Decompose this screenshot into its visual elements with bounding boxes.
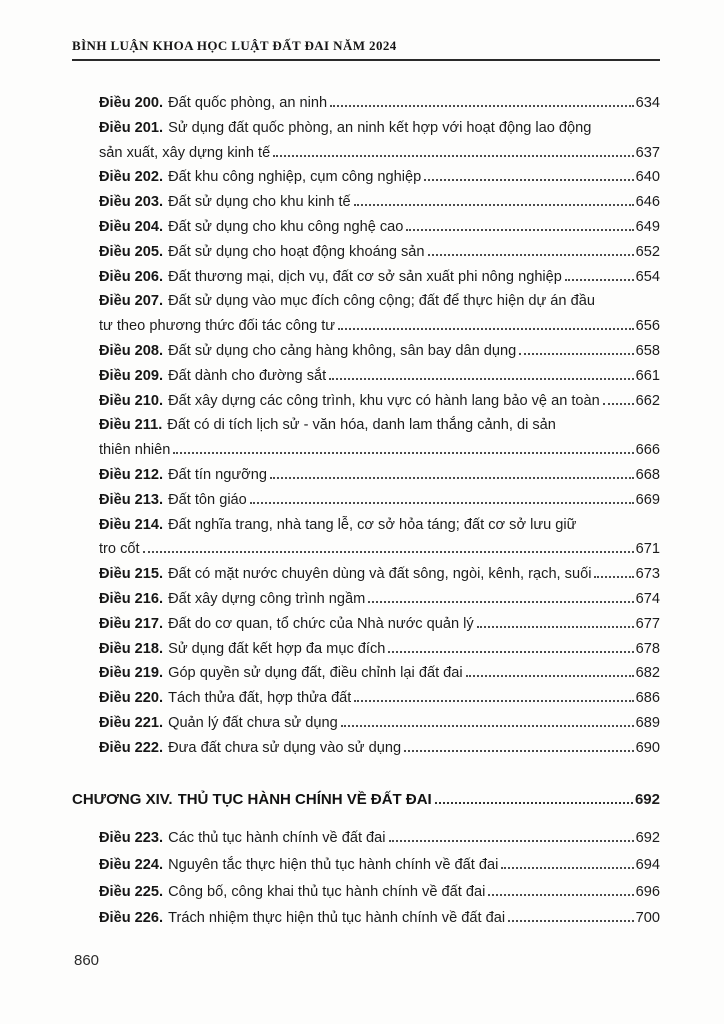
toc-line bbox=[99, 537, 660, 562]
toc-leader-dots bbox=[273, 155, 633, 157]
toc-leader-dots bbox=[508, 920, 634, 922]
toc-entry-page: 677 bbox=[635, 615, 660, 632]
toc-line bbox=[99, 463, 660, 488]
toc-entry-page: 637 bbox=[635, 144, 660, 161]
toc-line bbox=[99, 265, 660, 290]
toc-line bbox=[99, 165, 660, 190]
toc-article-entry bbox=[72, 711, 660, 736]
toc-entry-text: Đất do cơ quan, tổ chức của Nhà nước quản lý bbox=[168, 615, 474, 632]
toc-leader-dots bbox=[173, 452, 633, 454]
toc-entry-label: Điều 212. bbox=[99, 466, 164, 483]
toc-entry-text: Đất sử dụng cho khu kinh tế bbox=[168, 194, 351, 211]
toc-entry-text: Đất tín ngưỡng bbox=[168, 466, 267, 483]
toc-line bbox=[99, 825, 660, 852]
toc-entry-page: 689 bbox=[635, 714, 660, 731]
toc-entry-page: 690 bbox=[635, 739, 660, 756]
toc-entry-text: Đất khu công nghiệp, cụm công nghiệp bbox=[168, 169, 422, 186]
toc-entry-label: Điều 224. bbox=[99, 856, 164, 873]
toc-article-entry bbox=[72, 587, 660, 612]
toc-entry-text: Trách nhiệm thực hiện thủ tục hành chính về đất đai bbox=[168, 910, 506, 927]
toc-entry-page: 652 bbox=[635, 243, 660, 260]
toc-entry-page: 692 bbox=[634, 790, 660, 808]
toc-article-entry bbox=[72, 879, 660, 906]
toc-line bbox=[99, 879, 660, 906]
toc-entry-label: Điều 211. bbox=[99, 417, 163, 434]
toc-article-entry bbox=[72, 413, 660, 463]
header-rule bbox=[72, 59, 660, 61]
toc-line bbox=[99, 413, 660, 438]
toc-leader-dots bbox=[341, 725, 634, 727]
toc-entry-label: Điều 219. bbox=[99, 665, 164, 682]
toc-leader-dots bbox=[338, 328, 634, 330]
toc-leader-dots bbox=[143, 551, 634, 553]
toc-entry-text: thiên nhiên bbox=[99, 442, 171, 459]
toc-entry-page: 640 bbox=[635, 169, 660, 186]
toc-leader-dots bbox=[428, 254, 634, 256]
toc-entry-page: 658 bbox=[635, 342, 660, 359]
toc-entry-label: Điều 215. bbox=[99, 566, 164, 583]
toc-leader-dots bbox=[354, 700, 633, 702]
toc-line bbox=[99, 141, 660, 166]
toc-article-entry bbox=[72, 116, 660, 166]
toc-entry-label: Điều 213. bbox=[99, 491, 164, 508]
toc-entry-page: 668 bbox=[635, 466, 660, 483]
toc-line bbox=[99, 389, 660, 414]
toc-entry-page: 649 bbox=[635, 218, 660, 235]
toc-article-entry bbox=[72, 339, 660, 364]
toc-article-entry bbox=[72, 364, 660, 389]
toc-leader-dots bbox=[603, 403, 634, 405]
toc-leader-dots bbox=[519, 353, 633, 355]
toc-leader-dots bbox=[435, 802, 633, 804]
toc-line bbox=[99, 91, 660, 116]
toc-leader-dots bbox=[368, 601, 633, 603]
toc-article-entry bbox=[72, 905, 660, 932]
toc-entry-label: Điều 200. bbox=[99, 95, 164, 111]
toc-article-entry bbox=[72, 389, 660, 414]
toc-entry-page: 661 bbox=[635, 367, 660, 384]
toc-entry-page: 682 bbox=[635, 665, 660, 682]
table-of-contents bbox=[72, 91, 660, 932]
toc-entry-label: Điều 221. bbox=[99, 714, 164, 731]
toc-entry-text: Đất có di tích lịch sử - văn hóa, danh lam thắng cảnh, di sản bbox=[167, 417, 556, 434]
toc-line bbox=[99, 562, 660, 587]
toc-line bbox=[99, 488, 660, 513]
toc-entry-text: Đất sử dụng cho hoạt động khoáng sản bbox=[168, 243, 425, 260]
toc-entry-text: Sử dụng đất quốc phòng, an ninh kết hợp với hoạt động lao động bbox=[168, 119, 592, 136]
toc-entry-page: 694 bbox=[635, 856, 660, 873]
toc-entry-text: Công bố, công khai thủ tục hành chính về đất đai bbox=[168, 883, 486, 900]
toc-article-entry bbox=[72, 91, 660, 116]
toc-entry-text: Các thủ tục hành chính về đất đai bbox=[168, 830, 386, 847]
toc-leader-dots bbox=[477, 626, 634, 628]
toc-line bbox=[99, 736, 660, 761]
toc-entry-text: Đất xây dựng các công trình, khu vực có hành lang bảo vệ an toàn bbox=[168, 392, 600, 409]
toc-leader-dots bbox=[594, 576, 633, 578]
toc-entry-page: 662 bbox=[635, 392, 660, 409]
toc-leader-dots bbox=[270, 477, 634, 479]
toc-leader-dots bbox=[250, 502, 634, 504]
toc-leader-dots bbox=[389, 840, 634, 842]
toc-entry-label: Điều 207. bbox=[99, 293, 164, 310]
toc-entry-page: 646 bbox=[635, 194, 660, 211]
toc-entry-label: Điều 202. bbox=[99, 169, 164, 186]
toc-entry-text: Đưa đất chưa sử dụng vào sử dụng bbox=[168, 739, 402, 756]
toc-entry-label: Điều 218. bbox=[99, 640, 164, 657]
toc-chapter-entry bbox=[72, 788, 660, 813]
toc-article-entry bbox=[72, 463, 660, 488]
toc-entry-text: Sử dụng đất kết hợp đa mục đích bbox=[168, 640, 386, 657]
toc-entry-label: Điều 216. bbox=[99, 590, 164, 607]
toc-entry-label: Điều 210. bbox=[99, 392, 164, 409]
toc-entry-label: Điều 226. bbox=[99, 910, 164, 927]
toc-line bbox=[99, 116, 660, 141]
toc-article-entry bbox=[72, 637, 660, 662]
toc-entry-page: 634 bbox=[635, 95, 660, 111]
toc-entry-text: Đất có mặt nước chuyên dùng và đất sông, ngòi, kênh, rạch, suối bbox=[168, 566, 592, 583]
toc-entry-label: Điều 201. bbox=[99, 119, 164, 136]
toc-entry-text: Góp quyền sử dụng đất, điều chỉnh lại đất đai bbox=[168, 665, 463, 682]
toc-line bbox=[99, 240, 660, 265]
toc-line bbox=[99, 289, 660, 314]
toc-article-entry bbox=[72, 825, 660, 852]
toc-entry-text: Đất sử dụng cho cảng hàng không, sân bay dân dụng bbox=[168, 342, 517, 359]
toc-article-entry bbox=[72, 661, 660, 686]
toc-line bbox=[99, 364, 660, 389]
toc-article-entry bbox=[72, 686, 660, 711]
toc-entry-text: Đất xây dựng công trình ngầm bbox=[168, 590, 366, 607]
toc-entry-text: Đất thương mại, dịch vụ, đất cơ sở sản xuất phi nông nghiệp bbox=[168, 268, 562, 285]
toc-entry-label: Điều 223. bbox=[99, 830, 164, 847]
toc-entry-label: Điều 205. bbox=[99, 243, 164, 260]
toc-entry-text: tro cốt bbox=[99, 541, 140, 558]
toc-article-entry bbox=[72, 215, 660, 240]
toc-entry-page: 700 bbox=[635, 910, 660, 927]
toc-entry-label: Điều 214. bbox=[99, 516, 164, 533]
toc-line bbox=[99, 612, 660, 637]
toc-leader-dots bbox=[406, 229, 633, 231]
toc-entry-label: Điều 203. bbox=[99, 194, 164, 211]
toc-entry-text: Đất sử dụng cho khu công nghệ cao bbox=[168, 218, 404, 235]
toc-entry-page: 656 bbox=[635, 318, 660, 335]
toc-line bbox=[99, 587, 660, 612]
toc-line bbox=[99, 637, 660, 662]
toc-leader-dots bbox=[388, 651, 633, 653]
toc-entry-label: CHƯƠNG XIV. bbox=[72, 790, 173, 808]
toc-leader-dots bbox=[330, 105, 634, 107]
toc-entry-page: 678 bbox=[635, 640, 660, 657]
toc-entry-page: 686 bbox=[635, 690, 660, 707]
toc-leader-dots bbox=[488, 894, 633, 896]
toc-entry-label: Điều 222. bbox=[99, 739, 164, 756]
toc-entry-text: Quản lý đất chưa sử dụng bbox=[168, 714, 338, 731]
toc-line bbox=[99, 190, 660, 215]
toc-entry-text: Nguyên tắc thực hiện thủ tục hành chính về đất đai bbox=[168, 856, 499, 873]
toc-entry-page: 674 bbox=[635, 590, 660, 607]
toc-entry-label: Điều 209. bbox=[99, 367, 164, 384]
running-header bbox=[72, 38, 660, 61]
toc-entry-page: 666 bbox=[635, 442, 660, 459]
toc-entry-text: Đất tôn giáo bbox=[168, 491, 247, 508]
toc-leader-dots bbox=[466, 675, 634, 677]
toc-line bbox=[99, 215, 660, 240]
toc-entry-text: Tách thửa đất, hợp thửa đất bbox=[168, 690, 352, 707]
toc-article-entry bbox=[72, 513, 660, 563]
toc-line bbox=[99, 686, 660, 711]
header-title: BÌNH LUẬN KHOA HỌC LUẬT ĐẤT ĐAI NĂM 2024 bbox=[72, 38, 397, 53]
toc-entry-page: 696 bbox=[635, 883, 660, 900]
toc-entry-label: Điều 206. bbox=[99, 268, 164, 285]
toc-line bbox=[99, 339, 660, 364]
toc-line bbox=[99, 852, 660, 879]
toc-article-entry bbox=[72, 736, 660, 761]
page-number: 860 bbox=[74, 952, 100, 969]
toc-entry-text: tư theo phương thức đối tác công tư bbox=[99, 318, 336, 335]
toc-article-entry bbox=[72, 165, 660, 190]
toc-entry-page: 669 bbox=[635, 491, 660, 508]
toc-line bbox=[99, 314, 660, 339]
toc-entry-label: Điều 220. bbox=[99, 690, 164, 707]
toc-article-entry bbox=[72, 488, 660, 513]
toc-leader-dots bbox=[501, 867, 633, 869]
toc-entry-page: 671 bbox=[635, 541, 660, 558]
toc-entry-text: Đất nghĩa trang, nhà tang lễ, cơ sở hỏa táng; đất cơ sở lưu giữ bbox=[168, 516, 577, 533]
toc-entry-label: Điều 208. bbox=[99, 342, 164, 359]
toc-entry-label: Điều 217. bbox=[99, 615, 164, 632]
toc-line bbox=[99, 661, 660, 686]
toc-line bbox=[99, 711, 660, 736]
toc-entry-text: THỦ TỤC HÀNH CHÍNH VỀ ĐẤT ĐAI bbox=[177, 790, 432, 808]
toc-entry-page: 673 bbox=[635, 566, 660, 583]
toc-leader-dots bbox=[404, 750, 634, 752]
toc-article-entry bbox=[72, 612, 660, 637]
toc-entry-text: Đất quốc phòng, an ninh bbox=[168, 95, 328, 111]
toc-article-entry bbox=[72, 265, 660, 290]
toc-line bbox=[99, 438, 660, 463]
toc-leader-dots bbox=[329, 378, 633, 380]
toc-line bbox=[72, 788, 660, 813]
toc-article-entry bbox=[72, 240, 660, 265]
toc-leader-dots bbox=[354, 204, 634, 206]
toc-leader-dots bbox=[565, 279, 634, 281]
toc-entry-label: Điều 204. bbox=[99, 218, 164, 235]
toc-entry-text: sản xuất, xây dựng kinh tế bbox=[99, 144, 271, 161]
toc-article-entry bbox=[72, 289, 660, 339]
toc-entry-text: Đất dành cho đường sắt bbox=[168, 367, 327, 384]
toc-line bbox=[99, 513, 660, 538]
toc-article-entry bbox=[72, 190, 660, 215]
toc-entry-page: 654 bbox=[635, 268, 660, 285]
toc-article-entry bbox=[72, 562, 660, 587]
toc-article-entry bbox=[72, 852, 660, 879]
toc-entry-text: Đất sử dụng vào mục đích công cộng; đất để thực hiện dự án đầu bbox=[168, 293, 595, 310]
toc-line bbox=[99, 905, 660, 932]
toc-entry-label: Điều 225. bbox=[99, 883, 164, 900]
toc-entry-page: 692 bbox=[635, 830, 660, 847]
toc-leader-dots bbox=[424, 179, 633, 181]
